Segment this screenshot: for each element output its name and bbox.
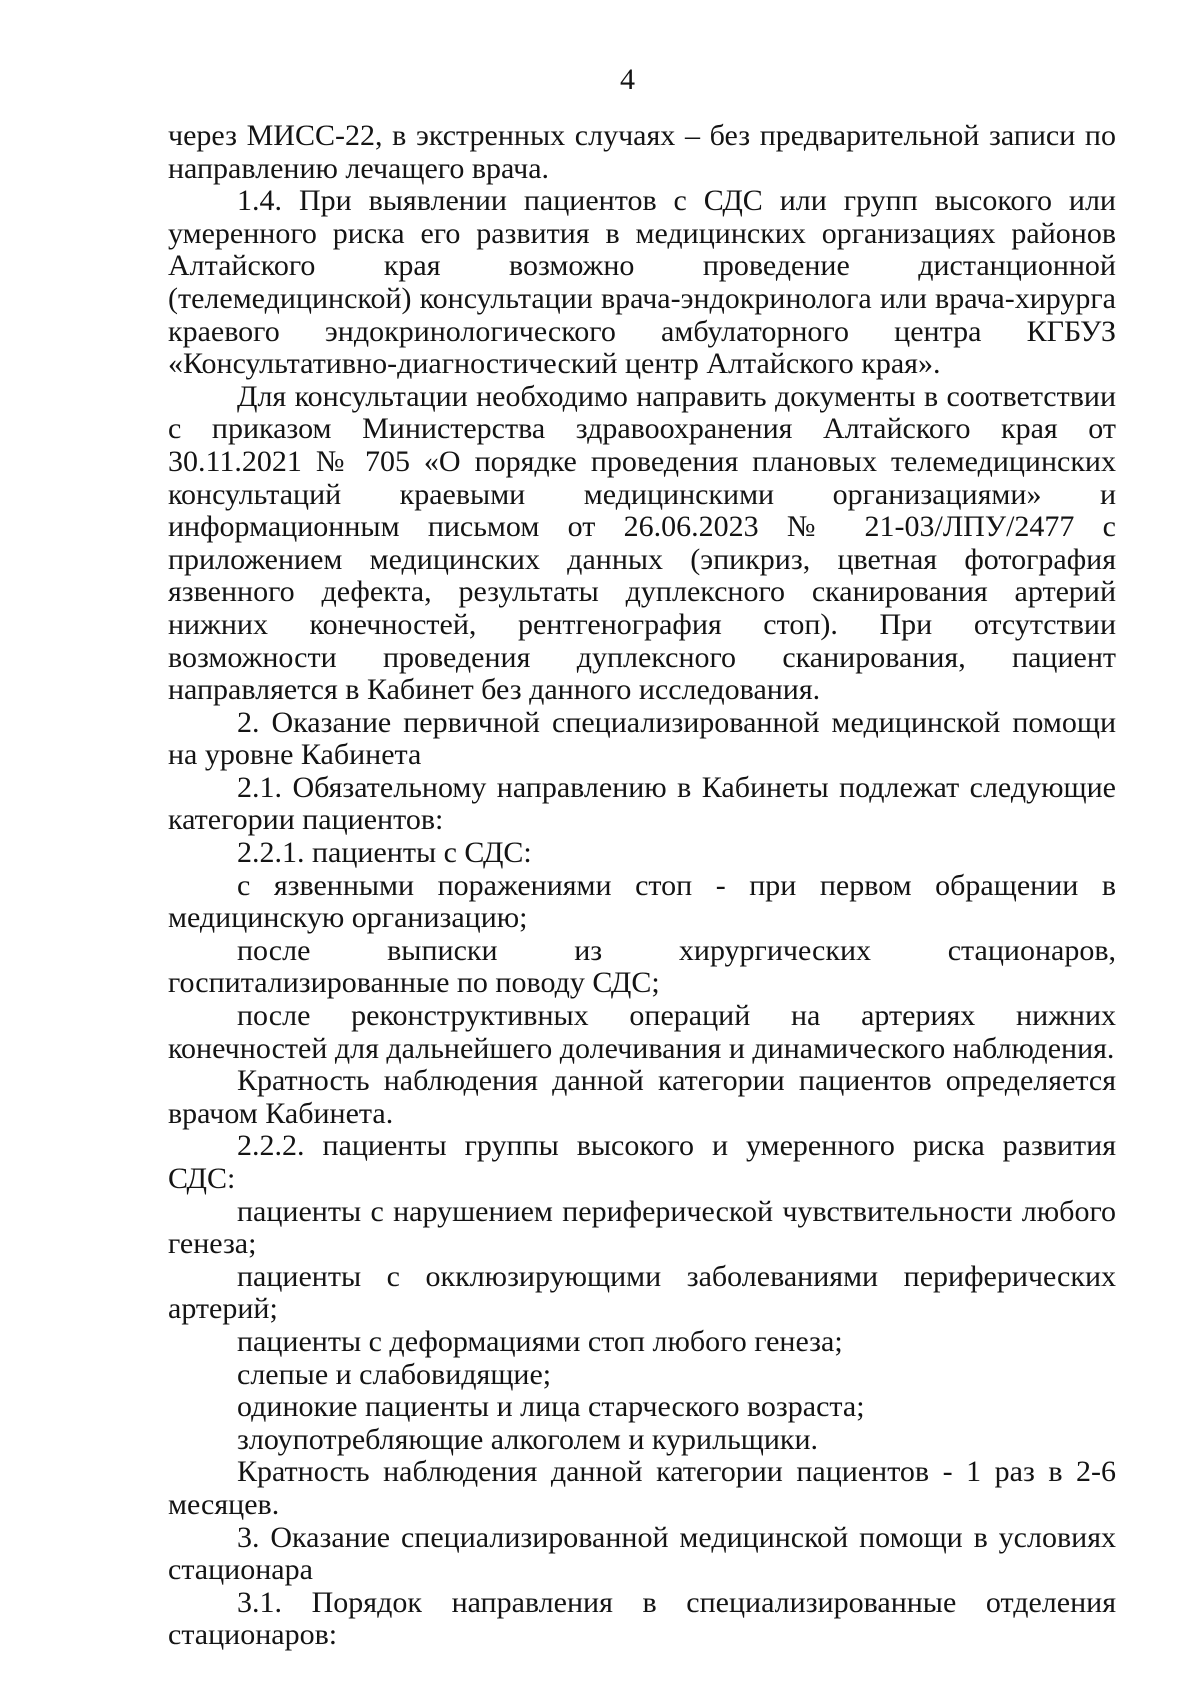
page-number: 4: [620, 63, 635, 96]
paragraph-2-1: 2.1. Обязательному направлению в Кабинеты подлежат следующие категории пациентов:: [168, 770, 1116, 837]
list-item-lonely-elderly: одинокие пациенты и лица старческого возраста;: [237, 1390, 865, 1424]
paragraph-2-2-1: 2.2.1. пациенты с СДС:: [237, 836, 532, 870]
document-body: [168, 120, 1116, 1652]
list-item-ulcer-lesions: с язвенными поражениями стоп - при первом обращении в медицинскую организацию;: [168, 868, 1116, 935]
list-item-after-reconstruction: после реконструктивных операций на артериях нижних конечностей для дальнейшего долечивания и динамического наблюдения.: [168, 999, 1116, 1065]
paragraph-observation-frequency-1: Кратность наблюдения данной категории пациентов определяется врачом Кабинета.: [168, 1064, 1116, 1130]
paragraph-1-4: 1.4. При выявлении пациентов с СДС или групп высокого или умеренного риска его развития в медицинских организациях районов Алтайского края возможно проведение дистанционной (телемедицинской) консультации врача-эндокринолога или врача-хирурга краевого эндокринологического амбулаторного центра КГБУЗ «Консультативно-диагностический центр Алтайского края».: [168, 184, 1116, 381]
list-item-alcohol-smokers: злоупотребляющие алкоголем и курильщики.: [237, 1422, 819, 1456]
paragraph-2-2-2: 2.2.2. пациенты группы высокого и умеренного риска развития СДС:: [168, 1129, 1116, 1195]
list-item-sensitivity: пациенты с нарушением периферической чувствительности любого генеза;: [168, 1194, 1116, 1261]
paragraph-consultation-documents: Для консультации необходимо направить документы в соответствии с приказом Министерства здравоохранения Алтайского края от 30.11.2021 № 705 «О порядке проведения плановых телемедицинских консультаций краевыми медицинскими организациями» и информационным письмом от 26.06.2023 № 21-03/ЛПУ/2477 с приложением медицинских данных (эпикриз, цветная фотография язвенного дефекта, результаты дуплексного сканирования артерий нижних конечностей, рентгенография стоп). При отсутствии возможности проведения дуплексного сканирования, пациент направляется в Кабинет без данного исследования.: [168, 379, 1116, 707]
paragraph-continuation: через МИСС-22, в экстренных случаях – без предварительной записи по направлению лечащего врача.: [168, 119, 1116, 185]
list-item-visually-impaired: слепые и слабовидящие;: [237, 1357, 552, 1391]
section-heading-3: 3. Оказание специализированной медицинской помощи в условиях стационара: [168, 1520, 1116, 1587]
paragraph-3-1: 3.1. Порядок направления в специализированные отделения стационаров:: [168, 1585, 1116, 1652]
paragraph-observation-frequency-2: Кратность наблюдения данной категории пациентов - 1 раз в 2-6 месяцев.: [168, 1455, 1116, 1521]
list-item-occlusive-diseases: пациенты с окклюзирующими заболеваниями периферических артерий;: [168, 1259, 1116, 1326]
section-heading-2: 2. Оказание первичной специализированной медицинской помощи на уровне Кабинета: [168, 705, 1116, 772]
list-item-after-discharge: после выписки из хирургических стационаров, госпитализированные по поводу СДС;: [168, 933, 1116, 1000]
list-item-foot-deformities: пациенты с деформациями стоп любого генеза;: [237, 1324, 843, 1358]
